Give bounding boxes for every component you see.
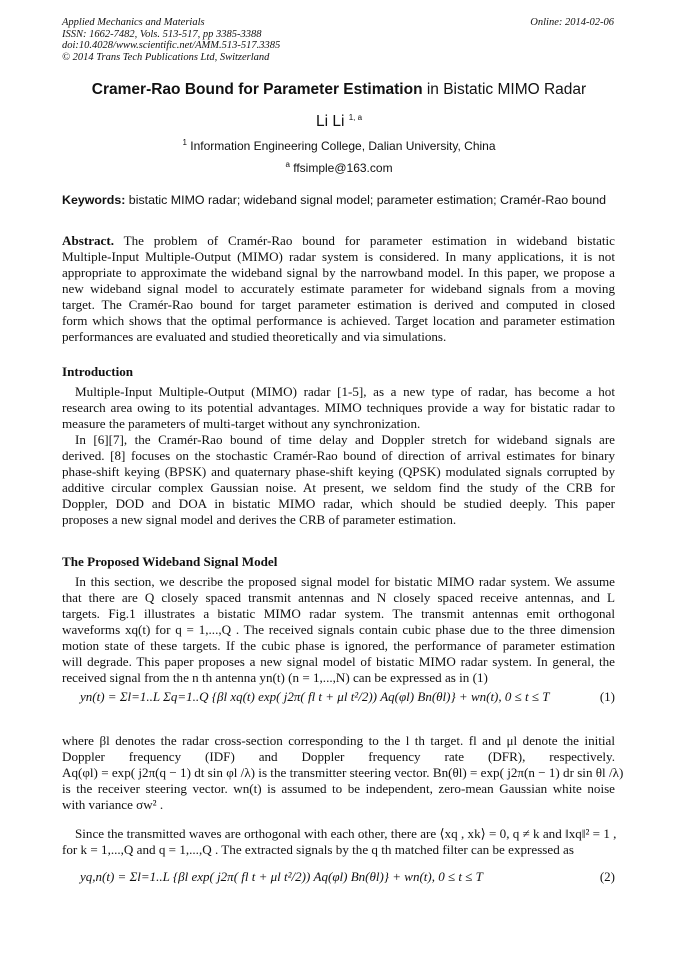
text-line: where βl denotes the radar cross-section corresponding to the l th target. fl and μl denote the initial <box>62 733 615 748</box>
abstract-label: Abstract. <box>62 233 114 248</box>
title-rest: in Bistatic MIMO Radar <box>422 81 587 98</box>
title-bold: Cramer-Rao Bound for Parameter Estimation <box>91 81 423 98</box>
issn: ISSN: 1662-7482, Vols. 513-517, pp 3385-3388 <box>62 28 262 40</box>
text-line: that there are Q closely spaced transmit antennas and N closely spaced receive antennas, and L <box>62 590 615 605</box>
affiliation-text: Information Engineering College, Dalian University, China <box>186 139 496 153</box>
text-line: performances are evaluated and studied theoretically and via simulations. <box>62 329 447 344</box>
journal-name: Applied Mechanics and Materials <box>62 17 205 28</box>
online-date: Online: 2014-02-06 <box>530 17 614 28</box>
text-line: targets. Fig.1 illustrates a bistatic MIMO radar system. The transmit antennas emit orthogonal <box>62 606 615 621</box>
copyright: © 2014 Trans Tech Publications Ltd, Switzerland <box>62 51 270 63</box>
affiliation-sup: 1 <box>182 138 187 147</box>
text-line: Doppler frequency (IDF) and Doppler frequency rate (DFR), respectively. <box>62 749 615 764</box>
keywords <box>62 193 606 207</box>
text-line: motion state of these targets. If the cubic phase is ignored, the performance of parameter estimation <box>62 638 615 653</box>
text-line: for k = 1,...,Q and q = 1,...,Q . The extracted signals by the q th matched filter can be expressed as <box>62 842 574 857</box>
text-line: received signal from the n th antenna yn(t) (n = 1,...,N) can be expressed as in (1) <box>62 670 488 685</box>
text-line: proposes a new signal model and derives the CRB of parameter estimation. <box>62 512 457 527</box>
email-text[interactable]: ffsimple@163.com <box>289 161 393 175</box>
author-name: Li Li <box>315 113 349 131</box>
equation-1 <box>80 689 615 705</box>
keywords-label: Keywords: <box>62 193 126 207</box>
introduction <box>62 384 615 528</box>
text-line: phase-shift keying (BPSK) and quaternary phase-shift keying (QPSK) modulated signals corrupted by <box>62 464 615 479</box>
author-sup: 1, a <box>348 113 363 122</box>
email-sup: a <box>285 160 290 169</box>
text-line: new wideband signal model to accurately estimate parameter for wideband signals from a moving <box>62 281 615 296</box>
text-line: is the receiver steering vector. wn(t) is assumed to be independent, zero-mean Gaussian white noise <box>62 781 615 796</box>
text-line: Doppler, DOD and DOA in bistatic MIMO radar, which should be studied deeply. This paper <box>62 496 615 511</box>
equation-2 <box>80 869 615 885</box>
text-line: appropriate to approximate the wideband signal by the narrowband model. In this paper, we propose a <box>62 265 615 280</box>
paper-title <box>0 81 678 99</box>
text-line: target. The Cramér-Rao bound for target parameter estimation is derived and computed in closed <box>62 297 615 312</box>
text-line: In [6][7], the Cramér-Rao bound of time delay and Doppler stretch for wideband signals are <box>75 432 615 447</box>
text-line: derived. [8] focuses on the stochastic Cramér-Rao bound of direction of arrival estimates for binary <box>62 448 615 463</box>
email <box>0 160 678 175</box>
text-line: will degrade. This paper proposes a new signal model of bistatic MIMO radar system. In general, the <box>62 654 615 669</box>
text-line <box>62 233 615 249</box>
model-paragraph-2 <box>62 733 624 813</box>
equation-2-number: (2) <box>599 869 615 884</box>
text-line: waveforms xq(t) for q = 1,...,Q . The received signals contain cubic phase due to the three dimension <box>62 622 615 637</box>
equation-1-body: yn(t) = Σl=1..L Σq=1..Q {βl xq(t) exp( j2π( fl t + μl t²/2)) Aq(φl) Bn(θl)} + wn(t), 0 ≤ t ≤ T <box>80 689 550 704</box>
equation-1-number: (1) <box>599 689 615 704</box>
model-heading: The Proposed Wideband Signal Model <box>62 554 278 569</box>
model-paragraph-3 <box>62 826 615 858</box>
text-line: research area owing to its potential advantages. MIMO techniques provide a way for bistatic radar to <box>62 400 615 415</box>
equation-2-body: yq,n(t) = Σl=1..L {βl exp( j2π( fl t + μl t²/2)) Aq(φl) Bn(θl)} + wn(t), 0 ≤ t ≤ T <box>80 869 483 884</box>
text-line: measure the parameters of multi-target without any synchronization. <box>62 416 421 431</box>
doi: doi:10.4028/www.scientific.net/AMM.513-517.3385 <box>62 40 281 51</box>
text-line: In this section, we describe the proposed signal model for bistatic MIMO radar system. We assume <box>75 574 615 589</box>
text-line: Since the transmitted waves are orthogonal with each other, there are ⟨xq , xk⟩ = 0, q ≠ k and ‖xq‖² = 1 , <box>75 826 617 841</box>
text-line: Aq(φl) = exp( j2π(q − 1) dt sin φl /λ) is the transmitter steering vector. Bn(θl) = exp( j2π(n − 1) dr sin θl /λ) <box>62 765 624 780</box>
intro-heading: Introduction <box>62 364 134 379</box>
text-line: with variance σw² . <box>62 797 164 812</box>
author <box>0 113 678 131</box>
affiliation <box>0 138 678 153</box>
abstract <box>62 233 615 345</box>
text-line: form which shows that the optimal performance is achieved. Target location and parameter estimation <box>62 313 615 328</box>
model-paragraph-1 <box>62 574 615 686</box>
keywords-text: bistatic MIMO radar; wideband signal model; parameter estimation; Cramér-Rao bound <box>125 193 607 207</box>
text-line: Multiple-Input Multiple-Output (MIMO) radar system is considered. In many applications, it is not <box>62 249 615 264</box>
text-line: Multiple-Input Multiple-Output (MIMO) radar [1-5], as a new type of radar, has become a hot <box>75 384 615 399</box>
abstract-text: The problem of Cramér-Rao bound for parameter estimation in wideband bistatic <box>114 233 615 248</box>
text-line: additive circular complex Gaussian noise. At present, we seldom find the study of the CRB for <box>62 480 615 495</box>
